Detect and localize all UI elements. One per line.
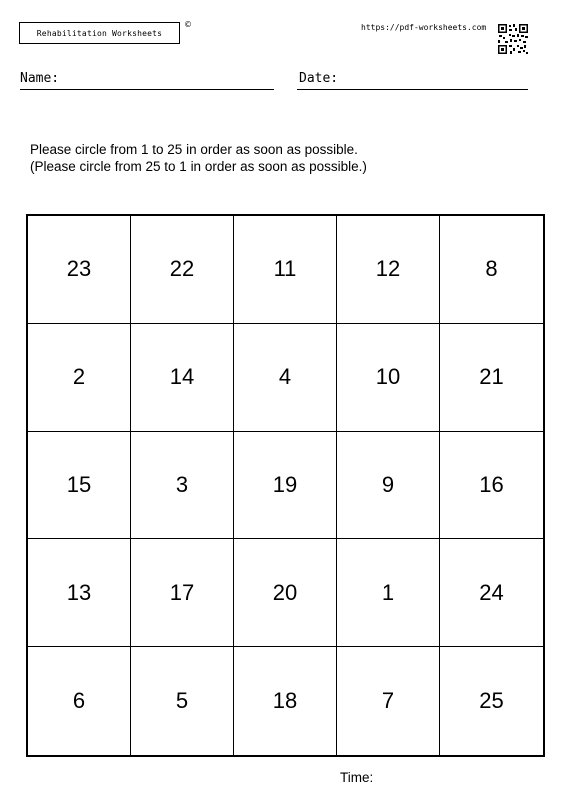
name-label: Name: — [20, 71, 60, 86]
instruction-secondary: (Please circle from 25 to 1 in order as soon as possible.) — [30, 159, 367, 174]
qr-code-icon — [497, 23, 529, 55]
grid-cell[interactable]: 13 — [28, 539, 131, 647]
grid-cell[interactable]: 8 — [440, 216, 543, 324]
worksheet-brand-label: Rehabilitation Worksheets — [19, 22, 180, 44]
site-url: https://pdf-worksheets.com — [361, 23, 487, 32]
grid-cell[interactable]: 22 — [131, 216, 234, 324]
grid-cell[interactable]: 9 — [337, 432, 440, 540]
grid-cell[interactable]: 12 — [337, 216, 440, 324]
name-field[interactable] — [20, 89, 274, 90]
grid-cell[interactable]: 5 — [131, 647, 234, 755]
grid-cell[interactable]: 2 — [28, 324, 131, 432]
grid-cell[interactable]: 23 — [28, 216, 131, 324]
grid-cell[interactable]: 3 — [131, 432, 234, 540]
grid-cell[interactable]: 7 — [337, 647, 440, 755]
number-grid — [26, 214, 545, 757]
grid-cell[interactable]: 4 — [234, 324, 337, 432]
grid-cell[interactable]: 15 — [28, 432, 131, 540]
date-label: Date: — [299, 71, 339, 86]
grid-cell[interactable]: 18 — [234, 647, 337, 755]
grid-cell[interactable]: 10 — [337, 324, 440, 432]
grid-cell[interactable]: 24 — [440, 539, 543, 647]
grid-cell[interactable]: 1 — [337, 539, 440, 647]
copyright-mark: © — [184, 20, 192, 29]
grid-cell[interactable]: 20 — [234, 539, 337, 647]
grid-cell[interactable]: 16 — [440, 432, 543, 540]
grid-cell[interactable]: 19 — [234, 432, 337, 540]
time-label: Time: — [340, 770, 374, 785]
grid-cell[interactable]: 21 — [440, 324, 543, 432]
grid-cell[interactable]: 25 — [479, 688, 504, 714]
instruction-primary: Please circle from 1 to 25 in order as soon as possible. — [30, 142, 358, 157]
grid-cell[interactable]: 14 — [131, 324, 234, 432]
date-field[interactable] — [297, 89, 528, 90]
grid-cell[interactable]: 11 — [234, 216, 337, 324]
grid-cell[interactable]: 6 — [28, 647, 131, 755]
grid-cell[interactable]: 17 — [131, 539, 234, 647]
